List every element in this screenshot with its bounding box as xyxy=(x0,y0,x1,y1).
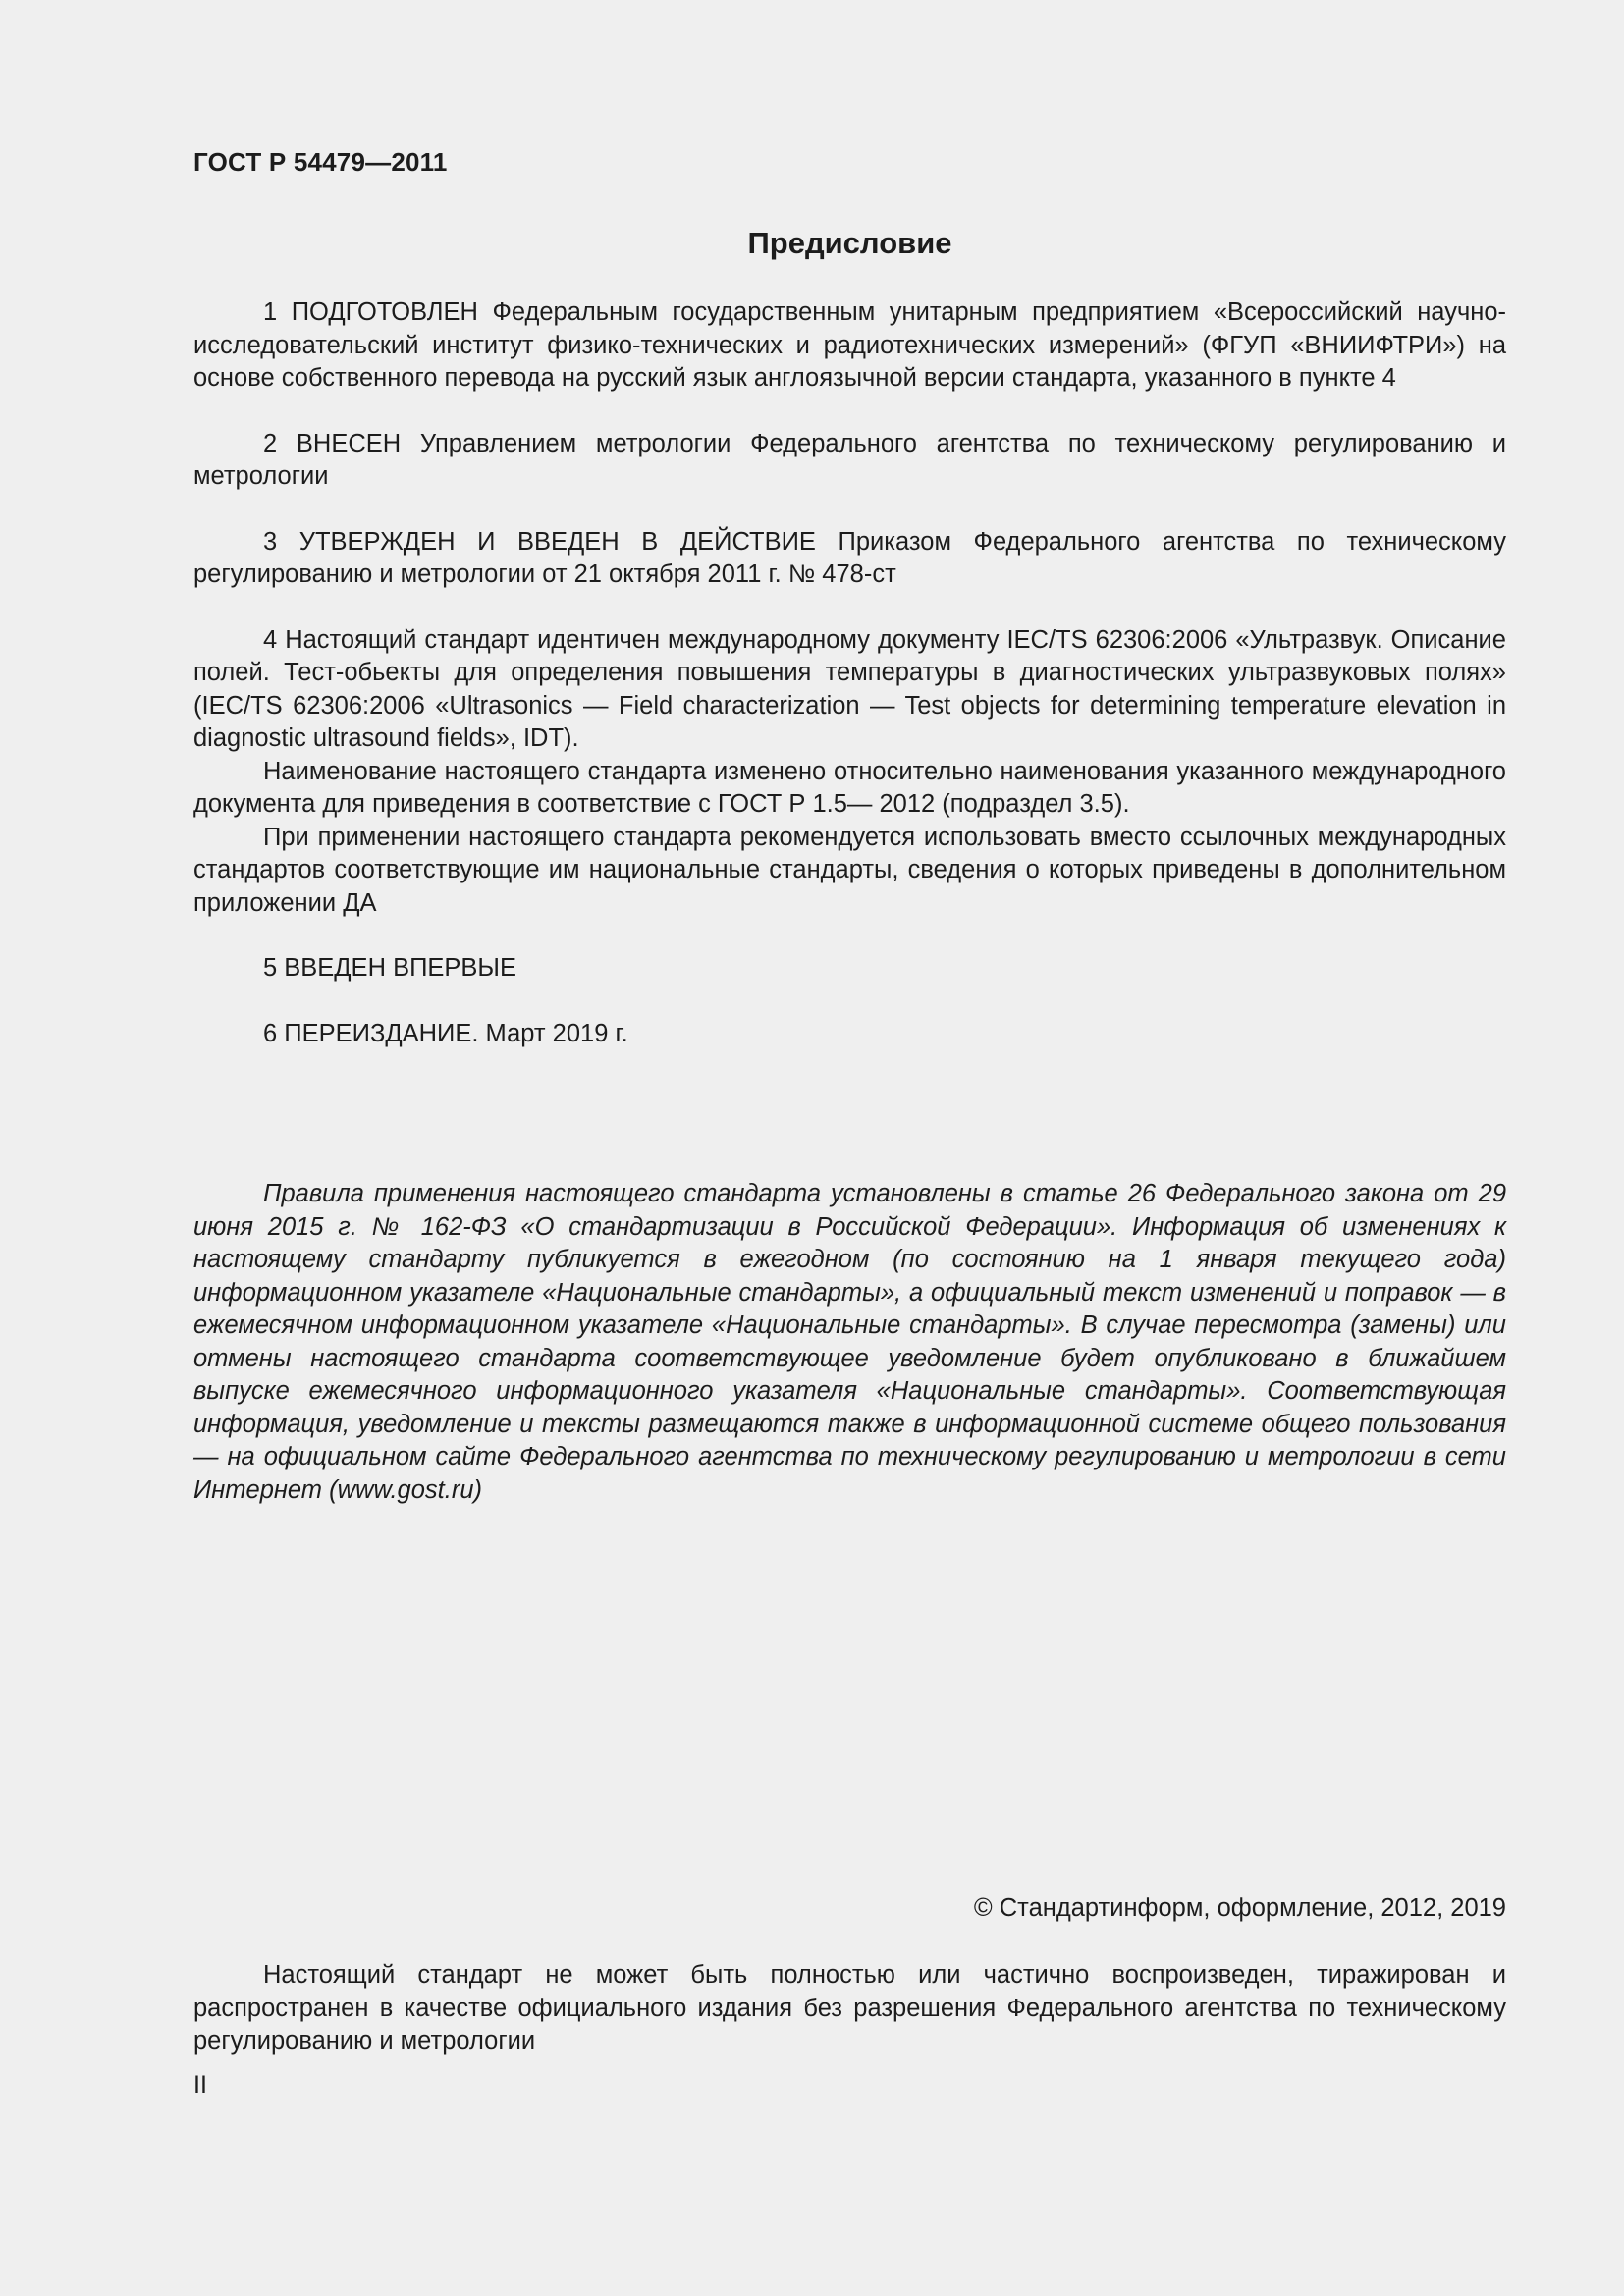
copyright-line: © Стандартинформ, оформление, 2012, 2019 xyxy=(973,1895,1506,1922)
page-number: II xyxy=(193,2071,207,2099)
paragraph-identical: 4 Настоящий стандарт идентичен международному документу IEC/TS 62306:2006 «Ультразвук. Описание полей. Тест-обьекты для определения повышения температуры в диагностических ультразвуковых полях» (IEC/TS 62306:2006 «Ultrasonics — Field characterization — Test objects for determining temperature elevation in diagnostic ultrasound fields», IDT). xyxy=(193,625,1506,752)
paragraph-introduced: 2 ВНЕСЕН Управлением метрологии Федерального агентства по техническому регулированию и метрологии xyxy=(193,429,1506,490)
rules-paragraph: Правила применения настоящего стандарта установлены в статье 26 Федерального закона от 29 июня 2015 г. № 162-ФЗ «О стандартизации в Российской Федерации». Информация об изменениях к настоящему стандарту публикуется в ежегодном (по состоянию на 1 января текущего года) информационном указателе «Национальные стандарты», а официальный текст изменений и поправок — в ежемесячном информационном указателе «Национальные стандарты». В случае пересмотра (замены) или отмены настоящего стандарта соответствующее уведомление будет опубликовано в ближайшем выпуске ежемесячного информационного указателя «Национальные стандарты». Соответствующая информация, уведомление и тексты размещаются также в информационной системе общего пользования — на официальном сайте Федерального агентства по техническому регулированию и метрологии в сети Интернет (www.gost.ru) xyxy=(193,1180,1506,1504)
paragraph-references: При применении настоящего стандарта рекомендуется использовать вместо ссылочных международных стандартов соответствующие им национальные стандарты, сведения о которых приведены в дополнительном приложении ДА xyxy=(193,823,1506,917)
paragraph-prepared: 1 ПОДГОТОВЛЕН Федеральным государственным унитарным предприятием «Всероссийский научно-исследовательский институт физико-технических и радиотехнических измерений» (ФГУП «ВНИИФТРИ») на основе собственного перевода на русский язык англоязычной версии стандарта, указанного в пункте 4 xyxy=(193,298,1506,392)
section-title: Предисловие xyxy=(747,226,952,260)
paragraph-reissue: 6 ПЕРЕИЗДАНИЕ. Март 2019 г. xyxy=(263,1019,628,1047)
notice-block xyxy=(193,1959,1506,2058)
paragraph-approved: 3 УТВЕРЖДЕН И ВВЕДЕН В ДЕЙСТВИЕ Приказом Федерального агентства по техническому регулированию и метрологии от 21 октября 2011 г. № 478-ст xyxy=(193,527,1506,588)
document-code: ГОСТ Р 54479—2011 xyxy=(193,147,448,177)
rules-block xyxy=(193,1178,1506,1507)
notice-paragraph: Настоящий стандарт не может быть полностью или частично воспроизведен, тиражирован и распространен в качестве официального издания без разрешения Федерального агентства по техническому регулированию и метрологии xyxy=(193,1961,1506,2055)
paragraph-name-changed: Наименование настоящего стандарта изменено относительно наименования указанного международного документа для приведения в соответствие с ГОСТ Р 1.5— 2012 (подраздел 3.5). xyxy=(193,757,1506,818)
foreword-body xyxy=(193,296,1506,1050)
paragraph-first-introduced: 5 ВВЕДЕН ВПЕРВЫЕ xyxy=(263,954,517,982)
